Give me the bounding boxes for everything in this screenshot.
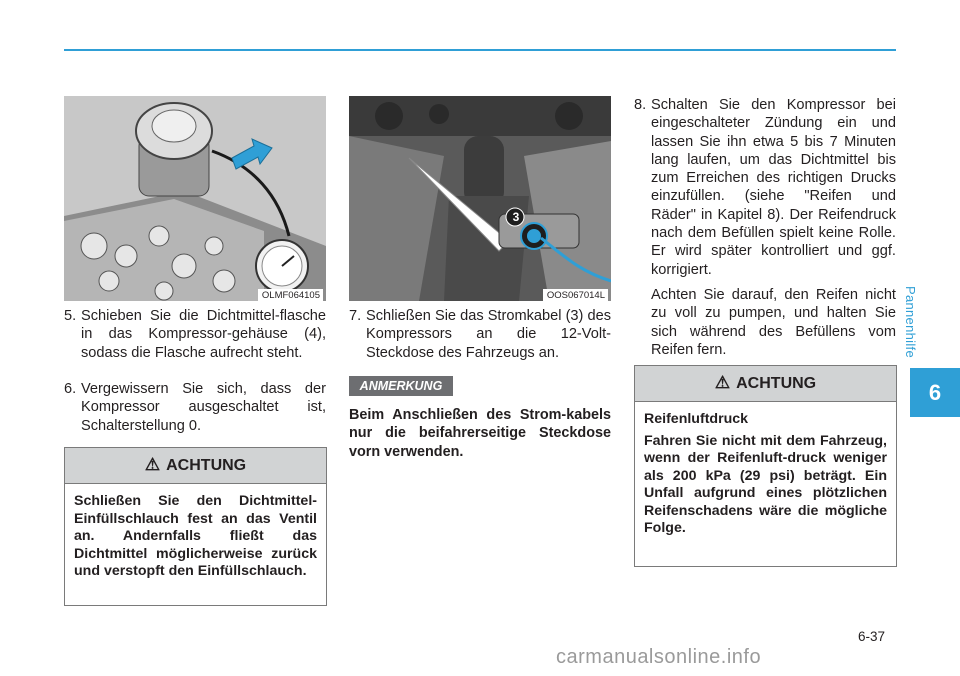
- warning-triangle-icon: ⚠: [714, 372, 731, 392]
- warning-box-hose: [64, 447, 327, 606]
- warning-header: [65, 448, 326, 484]
- warning-text: Fahren Sie nicht mit dem Fahrzeug, wenn der Reifenluft-druck weniger als 200 kPa (29 psi) beträgt. Ein Unfall aufgrund eines plötzlichen Reifenschadens wäre die mögliche Folge.: [644, 432, 887, 536]
- warning-subtitle: Reifenluftdruck: [644, 411, 749, 427]
- chapter-tab: 6: [910, 368, 960, 417]
- figure-compressor: [64, 96, 326, 301]
- step-extra-text: Achten Sie darauf, den Reifen nicht zu voll zu pumpen, und halten Sie sich während des Befüllens vom Reifen fern.: [651, 287, 896, 358]
- step-8-extra: [651, 286, 896, 359]
- step-7: [349, 307, 611, 362]
- note-tag: ANMERKUNG: [349, 376, 453, 396]
- section-side-label: Pannenhilfe: [903, 286, 918, 358]
- console-illustration: [349, 96, 611, 301]
- step-text: Vergewissern Sie sich, dass der Kompressor ausgeschaltet ist, Schalterstellung 0.: [81, 381, 326, 434]
- warning-content: [635, 402, 896, 538]
- header-rule: [64, 49, 896, 51]
- step-text: Schalten Sie den Kompressor bei eingeschalteter Zündung ein und lassen Sie ihn etwa 5 bis 7 Minuten lang laufen, um das Dichtmittel bis zum Erreichen des richtigen Drucks einzufüllen. (siehe "Reifen und Räder" in Kapitel 8). Der Reifendruck nach dem Befüllen spielt keine Rolle. Er wird später kontrolliert und ggf. korrigiert.: [651, 97, 896, 278]
- step-number: 6.: [64, 381, 77, 397]
- callout-3: 3: [512, 210, 520, 224]
- step-8: [634, 96, 896, 279]
- figure-code: OOS067014L: [543, 289, 608, 301]
- step-text: Schieben Sie die Dichtmittel-flasche in das Kompressor-gehäuse (4), sodass die Flasche aufrecht steht.: [81, 308, 326, 361]
- step-6: [64, 380, 326, 435]
- step-text: Schließen Sie das Stromkabel (3) des Kompressors an die 12-Volt-Steckdose des Fahrzeugs an.: [366, 308, 611, 361]
- compressor-illustration: [64, 96, 326, 301]
- warning-header: [635, 366, 896, 402]
- warning-triangle-icon: ⚠: [144, 454, 161, 474]
- page-number: 6-37: [858, 629, 886, 644]
- watermark: carmanualsonline.info: [556, 646, 762, 668]
- note-text: Beim Anschließen des Strom-kabels nur die beifahrerseitige Steckdose vorn verwenden.: [349, 407, 611, 460]
- step-number: 5.: [64, 308, 77, 324]
- figure-power-socket: [349, 96, 611, 301]
- step-5: [64, 307, 326, 362]
- warning-box-pressure: [634, 365, 897, 567]
- warning-title: ACHTUNG: [736, 374, 817, 392]
- figure-code: OLMF064105: [258, 289, 323, 301]
- step-number: 7.: [349, 308, 362, 324]
- warning-text: Schließen Sie den Dichtmittel-Einfüllschlauch fest an das Ventil an. Andernfalls fließt das Dichtmittel möglicherweise zurück und verstopft den Einfüllschlauch.: [74, 493, 317, 579]
- step-number: 8.: [634, 97, 647, 113]
- warning-title: ACHTUNG: [166, 456, 247, 474]
